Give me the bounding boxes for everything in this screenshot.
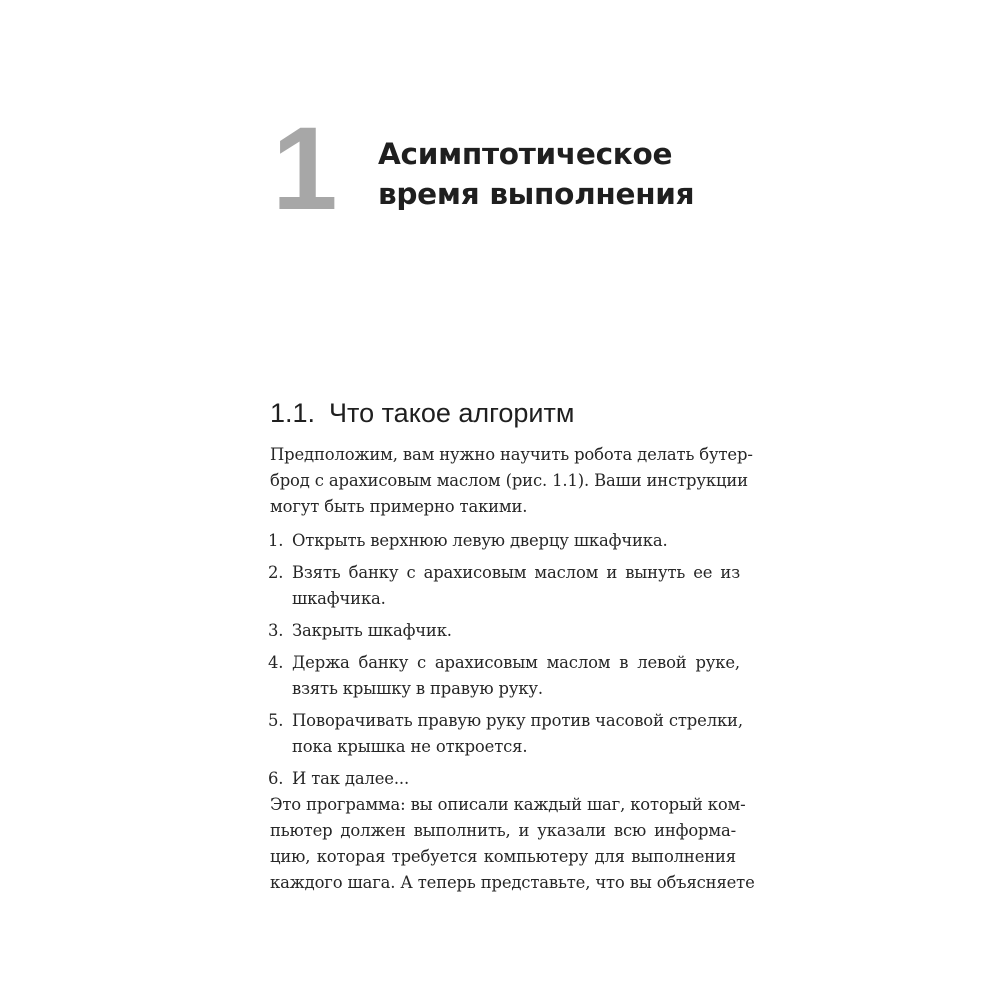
list-marker: 6. xyxy=(268,769,284,788)
list-item-line: Поворачивать правую руку против часовой стрелки, xyxy=(292,711,743,730)
list-item-line: шкафчика. xyxy=(292,589,386,608)
paragraph-line: брод с арахисовым маслом (рис. 1.1). Ваши инструкции xyxy=(270,471,748,490)
steps-list xyxy=(268,528,743,798)
list-marker: 3. xyxy=(268,621,284,640)
list-item xyxy=(270,766,740,792)
list-item xyxy=(270,650,740,702)
list-item-line: Открыть верхнюю левую дверцу шкафчика. xyxy=(292,531,668,550)
list-item-line: Держа банку с арахисовым маслом в левой руке, xyxy=(292,653,740,672)
list-item xyxy=(268,708,743,760)
list-marker: 5. xyxy=(268,711,284,730)
list-item-line: Закрыть шкафчик. xyxy=(292,621,452,640)
paragraph-line: пьютер должен выполнить, и указали всю информа- xyxy=(270,821,736,840)
list-item xyxy=(270,528,740,554)
chapter-title xyxy=(378,134,798,214)
chapter-title-line: время выполнения xyxy=(378,177,695,211)
list-item xyxy=(270,618,740,644)
chapter-title-line: Асимптотическое xyxy=(378,137,673,171)
list-marker: 1. xyxy=(268,531,284,550)
list-item-line: И так далее... xyxy=(292,769,410,788)
paragraph-line: Это программа: вы описали каждый шаг, который ком- xyxy=(270,795,746,814)
list-item-line: пока крышка не откроется. xyxy=(292,737,528,756)
intro-paragraph xyxy=(270,442,753,520)
paragraph-line: могут быть примерно такими. xyxy=(270,497,528,516)
chapter-number: 1 xyxy=(272,103,336,235)
list-item-line: Взять банку с арахисовым маслом и вынуть ее из xyxy=(292,563,740,582)
paragraph-line: цию, которая требуется компьютеру для выполнения xyxy=(270,847,736,866)
section-title: Что такое алгоритм xyxy=(329,398,575,428)
list-item xyxy=(270,560,740,612)
section-number: 1.1. xyxy=(270,398,316,428)
paragraph-line: каждого шага. А теперь представьте, что вы объясняете xyxy=(270,873,755,892)
paragraph-line: Предположим, вам нужно научить робота делать бутер- xyxy=(270,445,753,464)
list-marker: 4. xyxy=(268,653,284,672)
list-marker: 2. xyxy=(268,563,284,582)
section-heading xyxy=(270,395,574,431)
outro-paragraph xyxy=(270,792,755,896)
list-item-line: взять крышку в правую руку. xyxy=(292,679,543,698)
